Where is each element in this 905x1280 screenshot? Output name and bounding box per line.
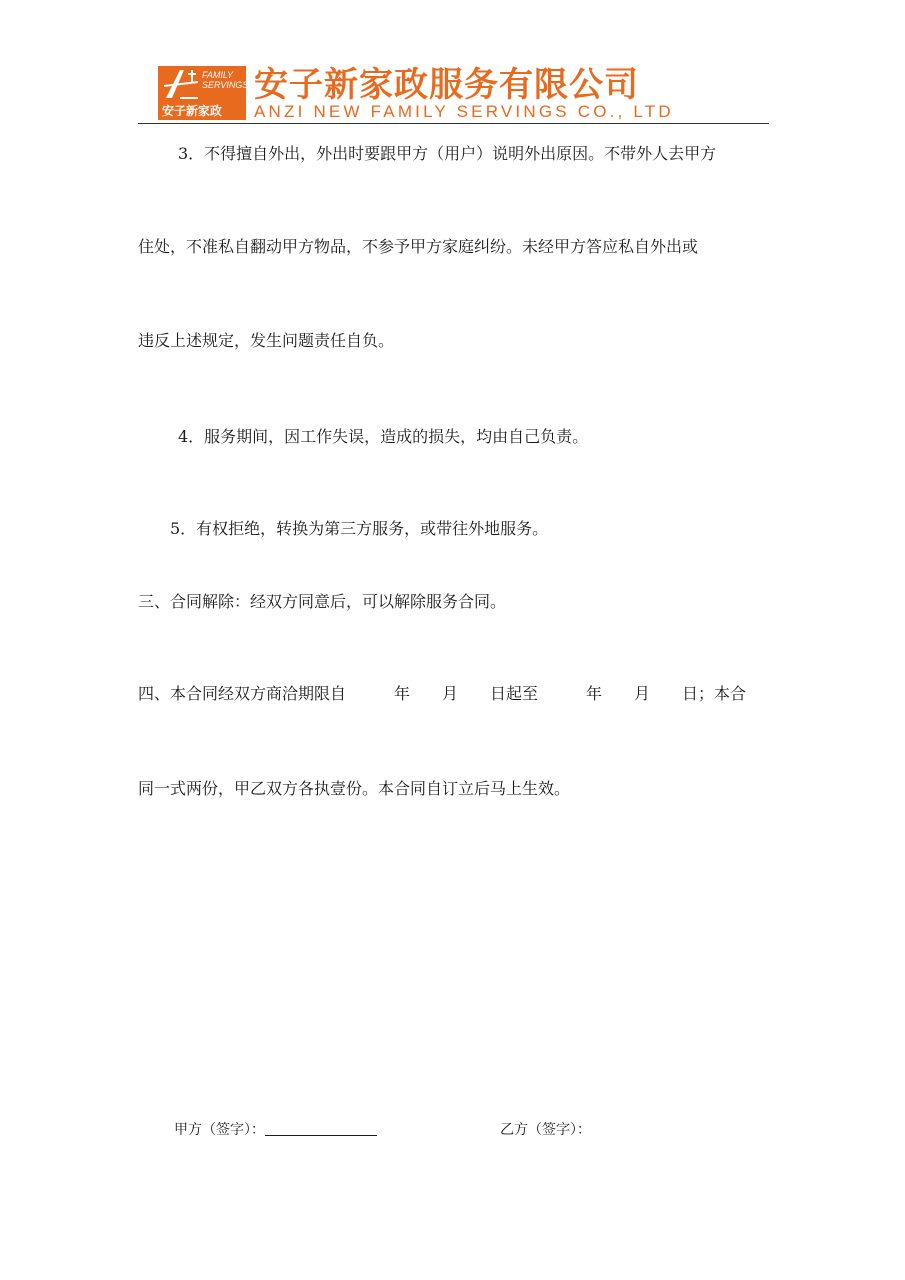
party-a-signature-line	[265, 1121, 377, 1136]
letterhead	[158, 66, 768, 122]
clause-5: 5．有权拒绝，转换为第三方服务，或带往外地服务。	[170, 519, 549, 538]
logo-mark-icon	[162, 68, 200, 100]
party-a-label: 甲方（签字）：	[174, 1122, 265, 1138]
logo-en-text: FAMILY SERVINGS	[202, 70, 249, 90]
clause-3-line-3: 违反上述规定，发生问题责任自负。	[138, 331, 395, 350]
logo-cn-text: 安子新家政	[162, 104, 223, 118]
section-4-line-1: 四、本合同经双方商洽期限自 年 月 日起至 年 月 日；本合	[138, 684, 747, 703]
section-3-termination: 三、合同解除：经双方同意后，可以解除服务合同。	[138, 592, 507, 611]
section-4-line-2: 同一式两份，甲乙双方各执壹份。本合同自订立后马上生效。	[138, 779, 571, 798]
party-b-label: 乙方（签字）：	[500, 1122, 591, 1138]
company-name-en: ANZI NEW FAMILY SERVINGS CO., LTD	[254, 102, 674, 121]
header-rule	[138, 123, 769, 124]
party-a-signature	[174, 1120, 377, 1140]
company-logo	[158, 66, 249, 120]
company-name-cn: 安子新家政服务有限公司	[254, 65, 639, 105]
clause-4: 4．服务期间，因工作失误，造成的损失，均由自己负责。	[178, 427, 589, 446]
clause-3-line-1: 3．不得擅自外出，外出时要跟甲方（用户）说明外出原因。不带外人去甲方	[178, 144, 717, 163]
party-b-signature	[500, 1120, 591, 1140]
clause-3-line-2: 住处，不准私自翻动甲方物品，不参予甲方家庭纠纷。未经甲方答应私自外出或	[138, 237, 699, 256]
